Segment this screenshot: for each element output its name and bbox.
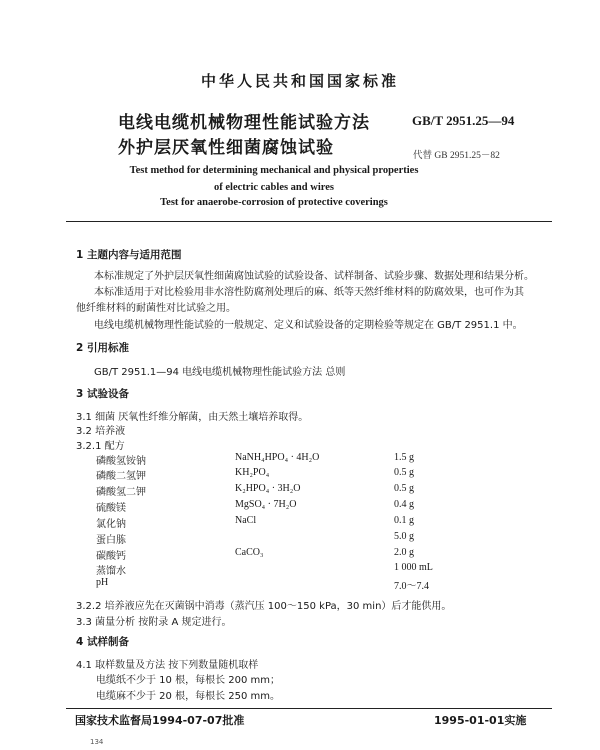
reagent-amount: 1.5 g — [394, 452, 414, 463]
replaces-note: 代替 GB 2951.25－82 — [413, 151, 500, 161]
section-1-paragraph-3: 电线电缆机械物理性能试验的一般规定、定义和试验设备的定期检验等规定在 GB/T 2951.1 中。 — [94, 320, 523, 331]
standard-number: GB/T 2951.25—94 — [412, 113, 515, 128]
reagent-amount: 0.5 g — [394, 467, 414, 478]
reagent-name: 碳酸钙 — [96, 551, 126, 562]
title-cn-line2: 外护层厌氧性细菌腐蚀试验 — [118, 138, 334, 158]
section-3-3: 3.3 菌量分析 按附录 A 规定进行。 — [76, 617, 232, 628]
country-standard-header: 中华人民共和国国家标准 — [200, 72, 399, 90]
reagent-name: 蒸馏水 — [96, 566, 126, 577]
section-4-1-item-a: 电缆纸不少于 10 根，每根长 200 mm； — [96, 675, 281, 686]
title-en-line2: of electric cables and wires — [214, 182, 334, 193]
top-divider — [66, 221, 552, 222]
approval-date: 国家技术监督局1994-07-07批准 — [75, 714, 245, 727]
section-3-2-2: 3.2.2 培养液应先在灭菌锅中消毒（蒸汽压 100～150 kPa，30 min）后才能供用。 — [76, 601, 452, 612]
reagent-amount: 5.0 g — [394, 531, 414, 542]
reagent-name: 磷酸二氢钾 — [96, 471, 146, 482]
section-3-1: 3.1 细菌 厌氧性纤维分解菌，由天然土壤培养取得。 — [76, 412, 309, 423]
title-en-line3: Test for anaerobe-corrosion of protective coverings — [160, 197, 388, 208]
bottom-divider — [66, 708, 552, 709]
reagent-name: pH — [96, 577, 109, 588]
section-4-title: 4 试样制备 — [76, 636, 129, 648]
reagent-name: 氯化钠 — [96, 519, 126, 530]
reagent-name: 磷酸氢二钾 — [96, 487, 146, 498]
reagent-amount: 2.0 g — [394, 547, 414, 558]
reagent-formula: MgSO₄ · 7H₂O — [235, 499, 297, 510]
section-1-paragraph-2a: 本标准适用于对比检验用非水溶性防腐剂处理后的麻、纸等天然纤维材料的防腐效果，也可作为其 — [94, 287, 524, 298]
section-4-1-item-b: 电缆麻不少于 20 根，每根长 250 mm。 — [96, 691, 281, 702]
reagent-formula: NaNH₄HPO₄ · 4H₂O — [235, 452, 320, 463]
title-en-line1: Test method for determining mechanical and physical properties — [129, 165, 419, 176]
section-3-2-1: 3.2.1 配方 — [76, 441, 125, 452]
reagent-name: 蛋白胨 — [96, 535, 126, 546]
reagent-formula: CaCO₃ — [235, 547, 264, 558]
reagent-amount: 0.4 g — [394, 499, 414, 510]
section-4-1: 4.1 取样数量及方法 按下列数量随机取样 — [76, 660, 259, 671]
effective-date: 1995-01-01实施 — [434, 714, 527, 727]
page-number: 134 — [90, 738, 104, 746]
reagent-amount: 7.0～7.4 — [394, 581, 429, 592]
reagent-name: 磷酸氢铵钠 — [96, 456, 146, 467]
section-2-reference: GB/T 2951.1—94 电线电缆机械物理性能试验方法 总则 — [94, 367, 346, 378]
reagent-formula: K₂HPO₄ · 3H₂O — [235, 483, 301, 494]
reagent-name: 硫酸镁 — [96, 503, 126, 514]
reagent-amount: 0.1 g — [394, 515, 414, 526]
reagent-formula: NaCl — [235, 515, 257, 526]
section-1-paragraph-1: 本标准规定了外护层厌氧性细菌腐蚀试验的试验设备、试样制备、试验步骤、数据处理和结果分析。 — [94, 271, 534, 282]
reagent-amount: 0.5 g — [394, 483, 414, 494]
section-3-2: 3.2 培养液 — [76, 426, 126, 437]
section-2-title: 2 引用标准 — [76, 342, 129, 354]
section-1-paragraph-2b: 他纤维材料的耐菌性对比试验之用。 — [76, 303, 236, 314]
section-3-title: 3 试验设备 — [76, 388, 129, 400]
title-cn-line1: 电线电缆机械物理性能试验方法 — [118, 113, 370, 133]
reagent-formula: KH₂PO₄ — [235, 467, 270, 478]
section-1-title: 1 主题内容与适用范围 — [76, 249, 182, 261]
reagent-amount: 1 000 mL — [394, 562, 433, 573]
